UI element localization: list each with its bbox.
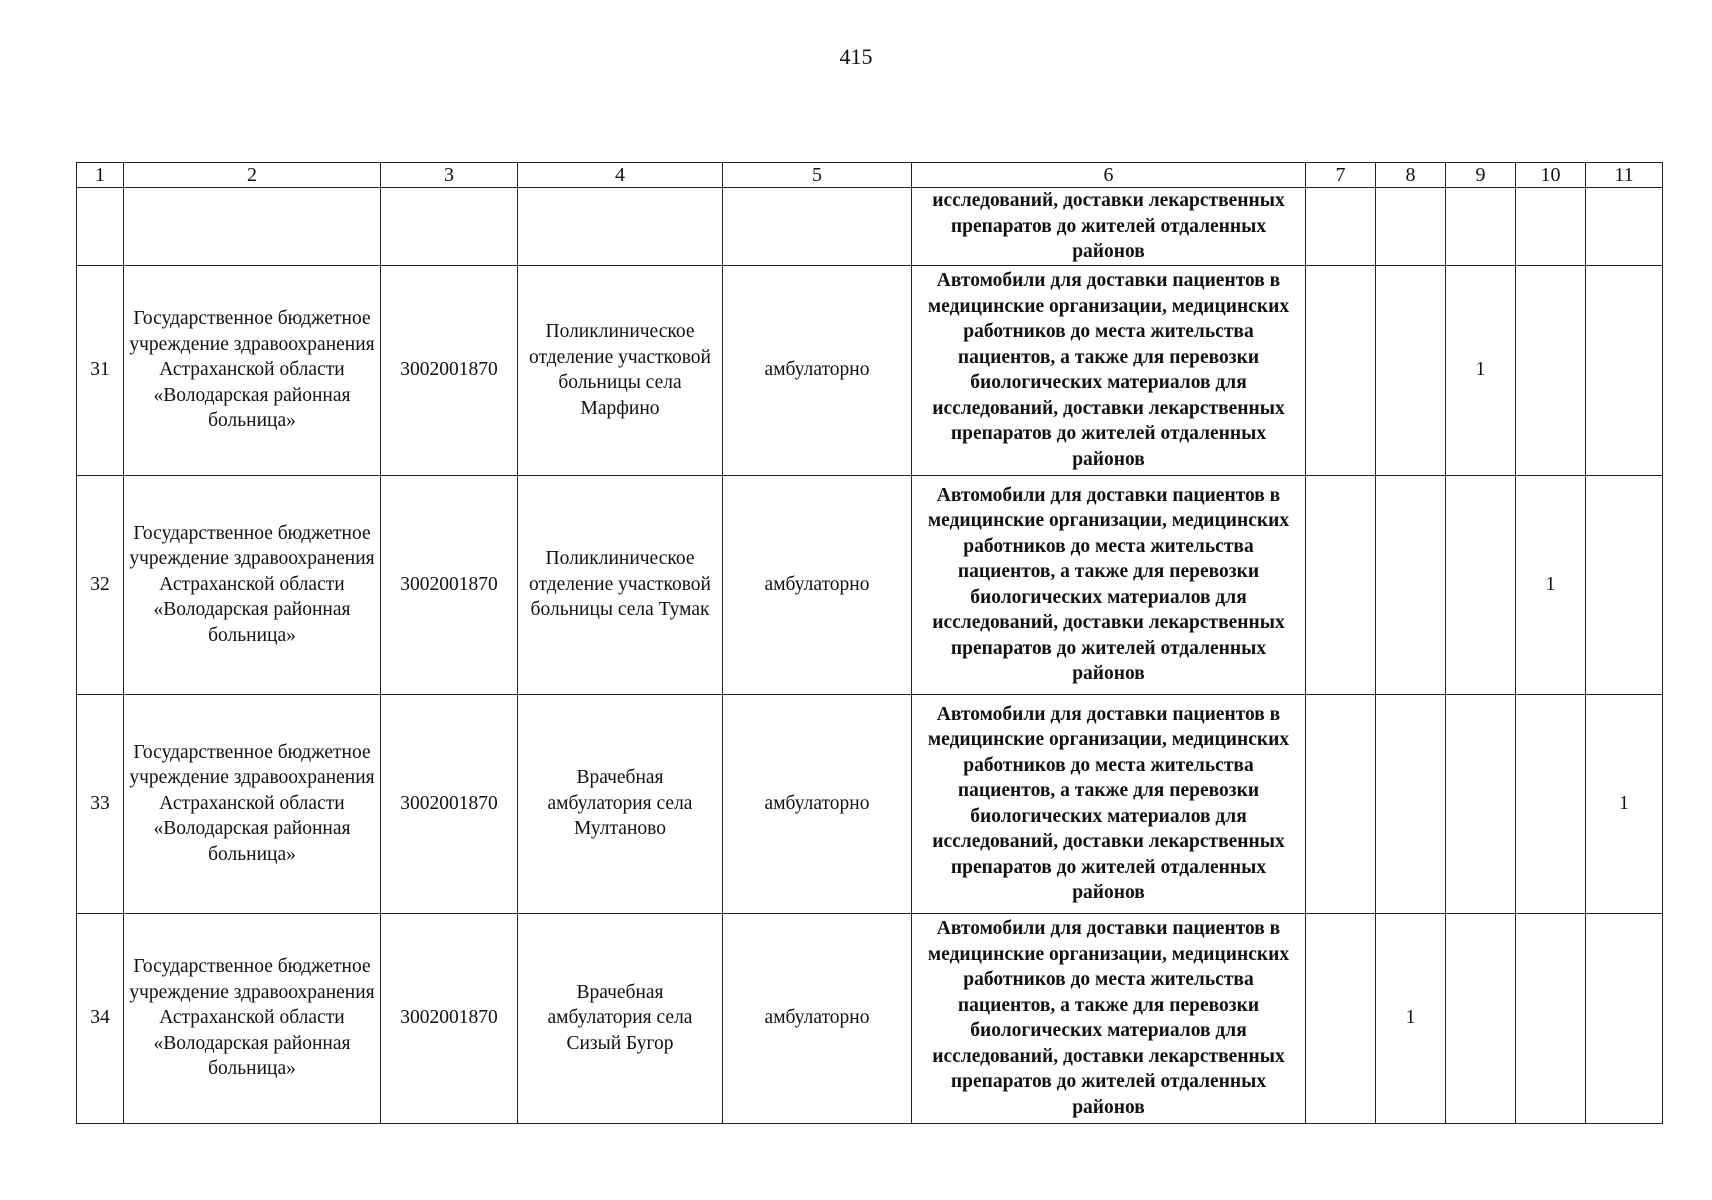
cell-col7 [1306, 913, 1376, 1123]
column-header-8: 8 [1376, 163, 1446, 188]
cell-col8 [1376, 188, 1446, 266]
cell-description: Автомобили для доставки пациентов в медицинские организации, медицинских работников до места жительства пациентов, а также для перевозки биологических материалов для исследований, доставки лекарственных препаратов до жителей отдаленных районов [912, 913, 1306, 1123]
cell-col9 [1446, 913, 1516, 1123]
cell-col8: 1 [1376, 913, 1446, 1123]
column-header-9: 9 [1446, 163, 1516, 188]
cell-description: Автомобили для доставки пациентов в медицинские организации, медицинских работников до места жительства пациентов, а также для перевозки биологических материалов для исследований, доставки лекарственных препаратов до жителей отдаленных районов [912, 694, 1306, 913]
cell-col10 [1516, 694, 1586, 913]
cell-col7 [1306, 475, 1376, 694]
cell-mode: амбулаторно [723, 913, 912, 1123]
cell-inn: 3002001870 [381, 475, 518, 694]
cell-inn [381, 188, 518, 266]
cell-col10 [1516, 913, 1586, 1123]
column-header-6: 6 [912, 163, 1306, 188]
cell-num: 34 [77, 913, 124, 1123]
cell-mode [723, 188, 912, 266]
cell-col9 [1446, 694, 1516, 913]
cell-unit: Врачебная амбулатория села Мултаново [518, 694, 723, 913]
cell-col9 [1446, 188, 1516, 266]
cell-inn: 3002001870 [381, 265, 518, 475]
cell-org [124, 188, 381, 266]
cell-col9 [1446, 475, 1516, 694]
table-row [77, 475, 1663, 694]
cell-inn: 3002001870 [381, 913, 518, 1123]
cell-col11 [1586, 265, 1663, 475]
cell-mode: амбулаторно [723, 475, 912, 694]
table-row [77, 265, 1663, 475]
cell-org: Государственное бюджетное учреждение здравоохранения Астраханской области «Володарская районная больница» [124, 913, 381, 1123]
cell-col10 [1516, 265, 1586, 475]
cell-num: 33 [77, 694, 124, 913]
cell-col7 [1306, 188, 1376, 266]
cell-description: Автомобили для доставки пациентов в медицинские организации, медицинских работников до места жительства пациентов, а также для перевозки биологических материалов для исследований, доставки лекарственных препаратов до жителей отдаленных районов [912, 475, 1306, 694]
cell-col11: 1 [1586, 694, 1663, 913]
column-header-10: 10 [1516, 163, 1586, 188]
cell-unit: Поликлиническое отделение участковой больницы села Тумак [518, 475, 723, 694]
table-row [77, 913, 1663, 1123]
cell-description: Автомобили для доставки пациентов в медицинские организации, медицинских работников до места жительства пациентов, а также для перевозки биологических материалов для исследований, доставки лекарственных препаратов до жителей отдаленных районов [912, 265, 1306, 475]
cell-col10: 1 [1516, 475, 1586, 694]
column-header-5: 5 [723, 163, 912, 188]
column-number-row [77, 163, 1663, 188]
cell-unit: Врачебная амбулатория села Сизый Бугор [518, 913, 723, 1123]
column-header-4: 4 [518, 163, 723, 188]
cell-col10 [1516, 188, 1586, 266]
cell-mode: амбулаторно [723, 265, 912, 475]
cell-org: Государственное бюджетное учреждение здравоохранения Астраханской области «Володарская районная больница» [124, 694, 381, 913]
column-header-2: 2 [124, 163, 381, 188]
cell-org: Государственное бюджетное учреждение здравоохранения Астраханской области «Володарская районная больница» [124, 475, 381, 694]
cell-col11 [1586, 475, 1663, 694]
column-header-7: 7 [1306, 163, 1376, 188]
cell-unit: Поликлиническое отделение участковой больницы села Марфино [518, 265, 723, 475]
cell-num: 31 [77, 265, 124, 475]
cell-col11 [1586, 913, 1663, 1123]
cell-col8 [1376, 694, 1446, 913]
cell-col8 [1376, 265, 1446, 475]
cell-num [77, 188, 124, 266]
page-number: 415 [839, 44, 873, 69]
cell-col9: 1 [1446, 265, 1516, 475]
table-row-continuation [77, 188, 1663, 266]
table-row [77, 694, 1663, 913]
column-header-1: 1 [77, 163, 124, 188]
vehicles-table [76, 162, 1663, 1124]
cell-col7 [1306, 694, 1376, 913]
column-header-3: 3 [381, 163, 518, 188]
cell-col8 [1376, 475, 1446, 694]
cell-mode: амбулаторно [723, 694, 912, 913]
cell-num: 32 [77, 475, 124, 694]
column-header-11: 11 [1586, 163, 1663, 188]
cell-col11 [1586, 188, 1663, 266]
cell-org: Государственное бюджетное учреждение здравоохранения Астраханской области «Володарская районная больница» [124, 265, 381, 475]
cell-description: исследований, доставки лекарственных препаратов до жителей отдаленных районов [912, 188, 1306, 266]
cell-inn: 3002001870 [381, 694, 518, 913]
cell-unit [518, 188, 723, 266]
cell-col7 [1306, 265, 1376, 475]
